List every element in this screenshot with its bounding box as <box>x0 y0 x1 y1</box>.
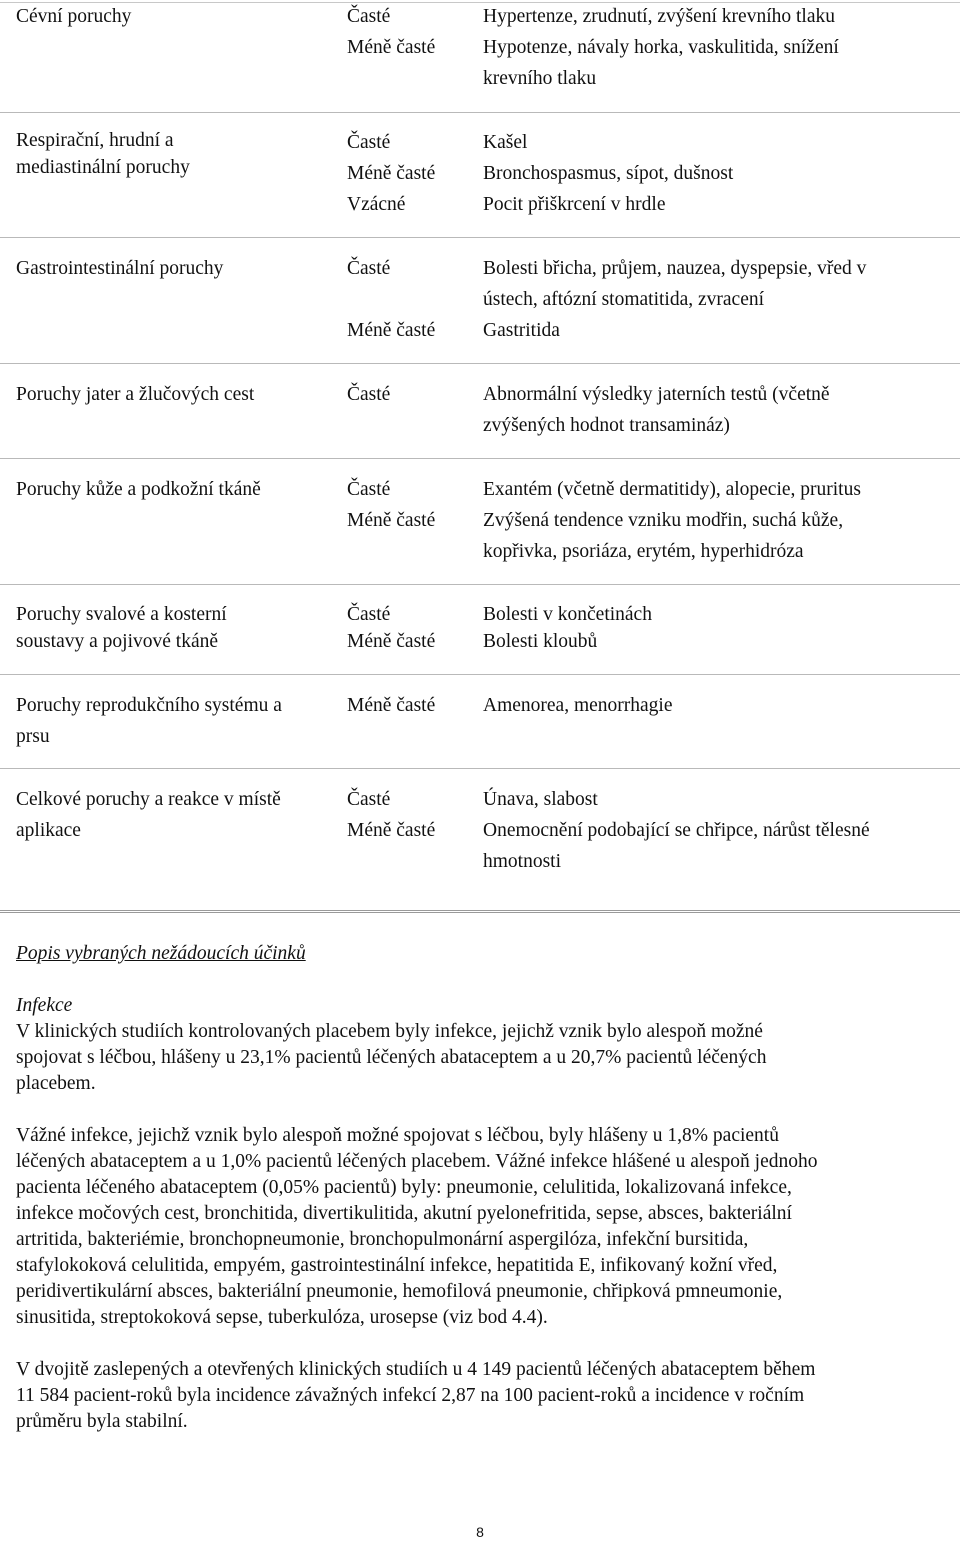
organ-class-line: soustavy a pojivové tkáně <box>16 631 218 652</box>
effects-line: Hypotenze, návaly horka, vaskulitida, snížení <box>483 37 839 58</box>
infections-subtitle: Infekce <box>16 995 73 1016</box>
frequency-line: Časté <box>347 258 391 279</box>
paragraph-line: placebem. <box>16 1073 96 1094</box>
section-spacer <box>16 967 946 993</box>
paragraph-line: průměru byla stabilní. <box>16 1411 188 1432</box>
paragraph <box>16 1123 946 1331</box>
paragraph-spacer <box>16 1331 946 1357</box>
organ-class-line: Celkové poruchy a reakce v místě <box>16 789 281 810</box>
frequency-cell <box>347 253 475 346</box>
frequency-line: Časté <box>347 479 391 500</box>
effects-line: Zvýšená tendence vzniku modřin, suchá kůže, <box>483 510 844 531</box>
effects-cell <box>483 253 953 346</box>
effects-cell <box>483 379 953 441</box>
effects-line: Gastritida <box>483 320 560 341</box>
row-separator <box>0 237 960 238</box>
paragraph-spacer <box>16 1097 946 1123</box>
organ-class-line: prsu <box>16 726 50 747</box>
paragraph <box>16 1357 946 1435</box>
effects-line: Bolesti břicha, průjem, nauzea, dyspepsie, vřed v <box>483 258 867 279</box>
effects-cell <box>483 474 953 567</box>
frequency-line: Časté <box>347 604 391 625</box>
organ-class-cell <box>16 690 336 752</box>
organ-class-line: mediastinální poruchy <box>16 157 190 178</box>
effects-cell <box>483 1 953 94</box>
effects-cell <box>483 601 953 655</box>
row-separator <box>0 112 960 113</box>
frequency-line: Méně časté <box>347 510 436 531</box>
frequency-line: Méně časté <box>347 163 436 184</box>
table-bottom-rule <box>0 910 960 913</box>
organ-class-line: aplikace <box>16 820 81 841</box>
frequency-line: Časté <box>347 384 391 405</box>
effects-line: hmotnosti <box>483 851 562 872</box>
organ-class-cell <box>16 1 336 32</box>
frequency-cell <box>347 690 475 721</box>
effects-line: zvýšených hodnot transamináz) <box>483 415 730 436</box>
frequency-cell <box>347 379 475 410</box>
frequency-line: Méně časté <box>347 695 436 716</box>
row-separator <box>0 674 960 675</box>
organ-class-cell <box>16 601 336 655</box>
organ-class-line: Poruchy svalové a kosterní <box>16 604 227 625</box>
frequency-cell <box>347 127 475 220</box>
paragraph-line: artritida, bakteriémie, bronchopneumonie, bronchopulmonární aspergilóza, infekční bursitida, <box>16 1229 749 1250</box>
organ-class-cell <box>16 253 336 284</box>
effects-line: kopřivka, psoriáza, erytém, hyperhidróza <box>483 541 804 562</box>
effects-line: Únava, slabost <box>483 789 598 810</box>
effects-cell <box>483 784 953 877</box>
paragraph-line: sinusitida, streptokoková sepse, tuberkulóza, urosepse (viz bod 4.4). <box>16 1307 548 1328</box>
frequency-line: Časté <box>347 789 391 810</box>
frequency-line: Vzácné <box>347 194 406 215</box>
organ-class-cell <box>16 127 336 181</box>
organ-class-cell <box>16 474 336 505</box>
paragraph-line: Vážné infekce, jejichž vznik bylo alespoň možné spojovat s léčbou, byly hlášeny u 1,8% pacientů <box>16 1125 779 1146</box>
effects-line: Hypertenze, zrudnutí, zvýšení krevního tlaku <box>483 6 835 27</box>
organ-class-line: Cévní poruchy <box>16 6 132 27</box>
effects-line: Onemocnění podobající se chřipce, nárůst tělesné <box>483 820 870 841</box>
organ-class-line: Poruchy kůže a podkožní tkáně <box>16 479 261 500</box>
frequency-cell <box>347 474 475 536</box>
row-separator <box>0 458 960 459</box>
frequency-line: Méně časté <box>347 37 436 58</box>
paragraph-line: spojovat s léčbou, hlášeny u 23,1% pacientů léčených abataceptem a u 20,7% pacientů léčených <box>16 1047 767 1068</box>
row-separator <box>0 584 960 585</box>
organ-class-line: Respirační, hrudní a <box>16 130 174 151</box>
frequency-line: Méně časté <box>347 820 436 841</box>
paragraph-line: infekce močových cest, bronchitida, divertikulitida, akutní pyelonefritida, sepse, absces, bakteriální <box>16 1203 792 1224</box>
frequency-line: Časté <box>347 132 391 153</box>
frequency-cell <box>347 784 475 846</box>
frequency-line: Časté <box>347 6 391 27</box>
paragraph-line: V dvojitě zaslepených a otevřených klinických studiích u 4 149 pacientů léčených abataceptem během <box>16 1359 816 1380</box>
organ-class-cell <box>16 379 336 410</box>
effects-line: Abnormální výsledky jaterních testů (včetně <box>483 384 830 405</box>
effects-line: ústech, aftózní stomatitida, zvracení <box>483 289 765 310</box>
organ-class-line: Gastrointestinální poruchy <box>16 258 224 279</box>
frequency-cell <box>347 601 475 655</box>
effects-line: Bronchospasmus, sípot, dušnost <box>483 163 734 184</box>
frequency-line <box>347 284 475 315</box>
paragraph-line: peridivertikulární absces, bakteriální pneumonie, hemofilová pneumonie, chřipková pmneumonie, <box>16 1281 783 1302</box>
paragraph-line: 11 584 pacient-roků byla incidence závažných infekcí 2,87 na 100 pacient-roků a incidence v ročním <box>16 1385 805 1406</box>
paragraph-line: léčených abataceptem a u 1,0% pacientů léčených placebem. Vážné infekce hlášené u alespoň jednoho <box>16 1151 818 1172</box>
effects-line: Pocit přiškrcení v hrdle <box>483 194 666 215</box>
paragraph-line: V klinických studiích kontrolovaných placebem byly infekce, jejichž vznik bylo alespoň možné <box>16 1021 763 1042</box>
effects-line: Bolesti v končetinách <box>483 604 652 625</box>
effects-cell <box>483 690 953 721</box>
effects-line: krevního tlaku <box>483 68 597 89</box>
frequency-line: Méně časté <box>347 320 436 341</box>
paragraph <box>16 1019 946 1097</box>
row-separator <box>0 363 960 364</box>
paragraph-line: pacienta léčeného abataceptem (0,05% pacientů) byly: pneumonie, celulitida, lokalizovaná infekce, <box>16 1177 792 1198</box>
effects-line: Amenorea, menorrhagie <box>483 695 673 716</box>
organ-class-line: Poruchy reprodukčního systému a <box>16 695 282 716</box>
frequency-line: Méně časté <box>347 631 436 652</box>
section-title: Popis vybraných nežádoucích účinků <box>16 943 306 964</box>
effects-cell <box>483 127 953 220</box>
effects-line: Bolesti kloubů <box>483 631 598 652</box>
organ-class-cell <box>16 784 336 846</box>
row-separator <box>0 768 960 769</box>
page-number: 8 <box>476 1524 484 1540</box>
paragraph-line: stafylokoková celulitida, empyém, gastrointestinální infekce, hepatitida E, infikovaný kožní vřed, <box>16 1255 778 1276</box>
organ-class-line: Poruchy jater a žlučových cest <box>16 384 255 405</box>
frequency-cell <box>347 1 475 63</box>
effects-line: Exantém (včetně dermatitidy), alopecie, pruritus <box>483 479 861 500</box>
effects-line: Kašel <box>483 132 528 153</box>
adverse-effects-description <box>16 941 946 1435</box>
